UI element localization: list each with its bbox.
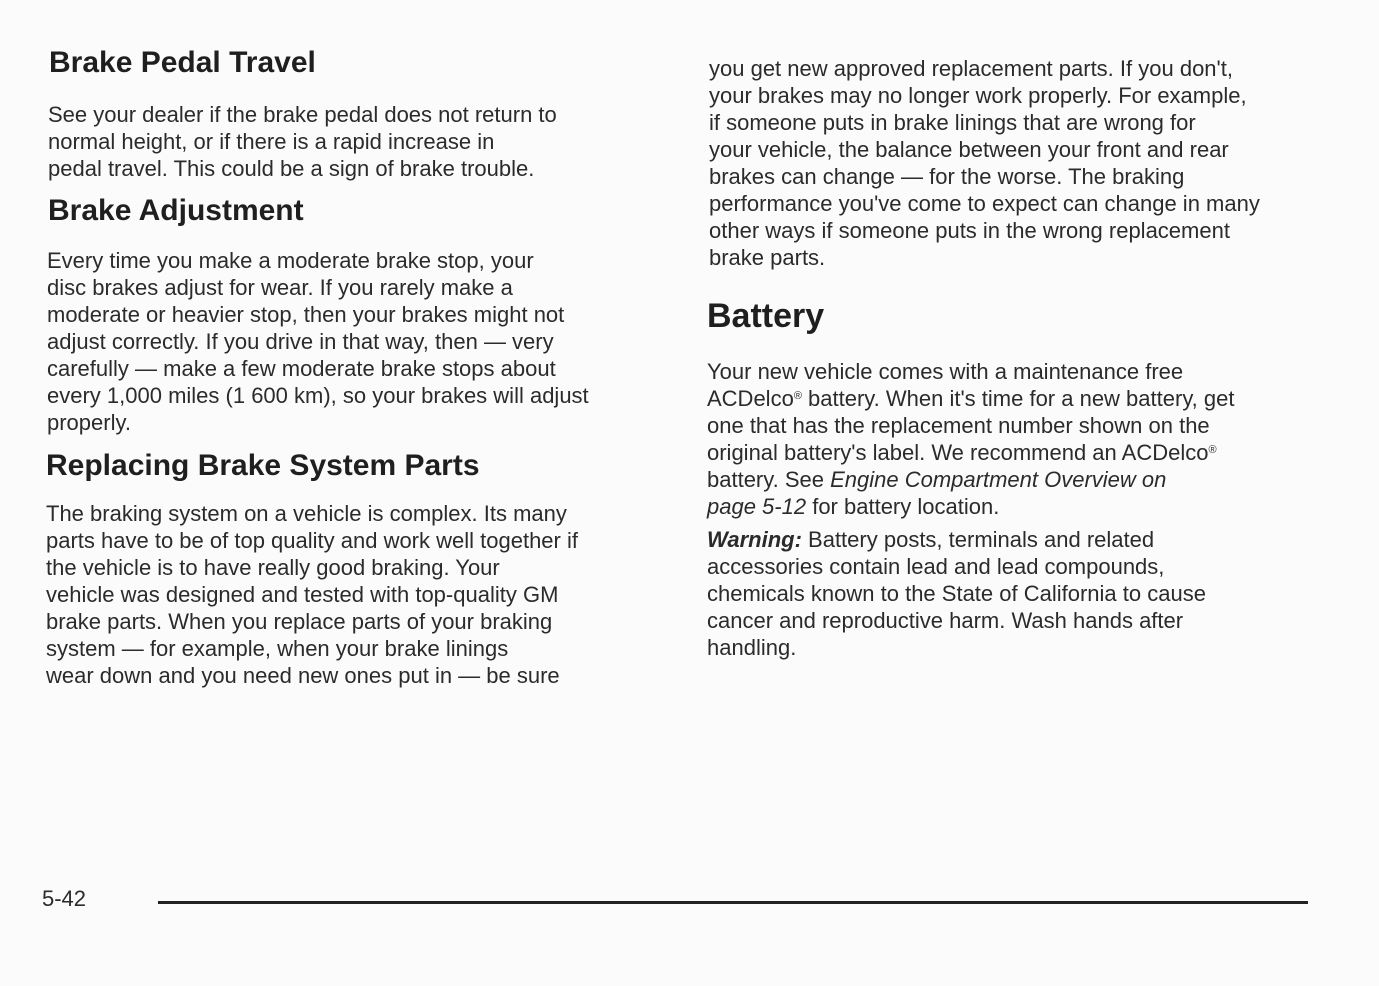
text-line: The braking system on a vehicle is complex. Its many (46, 501, 567, 526)
text-line: brake parts. When you replace parts of your braking (46, 609, 553, 634)
text-line: brake parts. (709, 245, 826, 270)
heading-replacing-brake-system-parts: Replacing Brake System Parts (46, 449, 480, 482)
paragraph-warning (707, 526, 1206, 661)
text-fragment: battery. See (707, 467, 831, 492)
text-line: your vehicle, the balance between your front and rear (709, 137, 1229, 162)
heading-brake-pedal-travel: Brake Pedal Travel (49, 46, 316, 79)
text-line: every 1,000 miles (1 600 km), so your brakes will adjust (47, 383, 589, 408)
registered-mark: ® (1208, 444, 1217, 456)
text-line: handling. (707, 635, 797, 660)
text-line (707, 493, 1235, 520)
text-line (707, 439, 1235, 466)
text-line: one that has the replacement number shown on the (707, 413, 1210, 438)
text-line: carefully — make a few moderate brake stops about (47, 356, 556, 381)
text-fragment: original battery's label. We recommend an ACDelco (707, 440, 1209, 465)
text-line: if someone puts in brake linings that are wrong for (709, 110, 1196, 135)
cross-reference: Engine Compartment Overview on (830, 467, 1167, 492)
text-line: you get new approved replacement parts. If you don't, (709, 56, 1233, 81)
warning-label: Warning: (707, 527, 802, 552)
text-line: normal height, or if there is a rapid increase in (48, 129, 495, 154)
text-line: Every time you make a moderate brake stop, your (47, 248, 534, 273)
text-line: system — for example, when your brake linings (46, 636, 509, 661)
text-line: other ways if someone puts in the wrong replacement (709, 218, 1230, 243)
paragraph-battery (707, 358, 1235, 520)
text-line: disc brakes adjust for wear. If you rarely make a (47, 275, 513, 300)
footer-rule (158, 901, 1308, 904)
text-fragment: Battery posts, terminals and related (801, 527, 1155, 552)
registered-mark: ® (793, 390, 802, 402)
paragraph-replacement-parts-continued (709, 55, 1260, 271)
cross-reference-page: page 5-12 (707, 494, 807, 519)
text-line: wear down and you need new ones put in — be sure (46, 663, 560, 688)
text-line: Your new vehicle comes with a maintenance free (707, 359, 1184, 384)
text-line: parts have to be of top quality and work well together if (46, 528, 578, 553)
text-line: performance you've come to expect can change in many (709, 191, 1260, 216)
heading-battery: Battery (707, 297, 825, 335)
text-line: chemicals known to the State of California to cause (707, 581, 1206, 606)
text-line: brakes can change — for the worse. The braking (709, 164, 1185, 189)
text-line (707, 385, 1235, 412)
page-number: 5-42 (42, 886, 87, 911)
text-fragment: battery. When it's time for a new battery, get (801, 386, 1235, 411)
text-line: properly. (47, 410, 131, 435)
text-line: adjust correctly. If you drive in that way, then — very (47, 329, 554, 354)
text-fragment: for battery location. (806, 494, 1000, 519)
heading-brake-adjustment: Brake Adjustment (48, 194, 304, 227)
text-line: your brakes may no longer work properly. For example, (709, 83, 1247, 108)
text-line (707, 526, 1206, 553)
text-line: the vehicle is to have really good braking. Your (46, 555, 500, 580)
paragraph-replacing-brake-system-parts (46, 500, 578, 689)
text-line: moderate or heavier stop, then your brakes might not (47, 302, 565, 327)
paragraph-brake-pedal-travel (48, 101, 557, 182)
text-line: pedal travel. This could be a sign of brake trouble. (48, 156, 535, 181)
brand-name: ACDelco (707, 386, 794, 411)
text-line: accessories contain lead and lead compounds, (707, 554, 1165, 579)
text-line (707, 466, 1235, 493)
text-line: cancer and reproductive harm. Wash hands after (707, 608, 1184, 633)
paragraph-brake-adjustment (47, 247, 589, 436)
text-line: See your dealer if the brake pedal does not return to (48, 102, 557, 127)
text-line: vehicle was designed and tested with top-quality GM (46, 582, 559, 607)
